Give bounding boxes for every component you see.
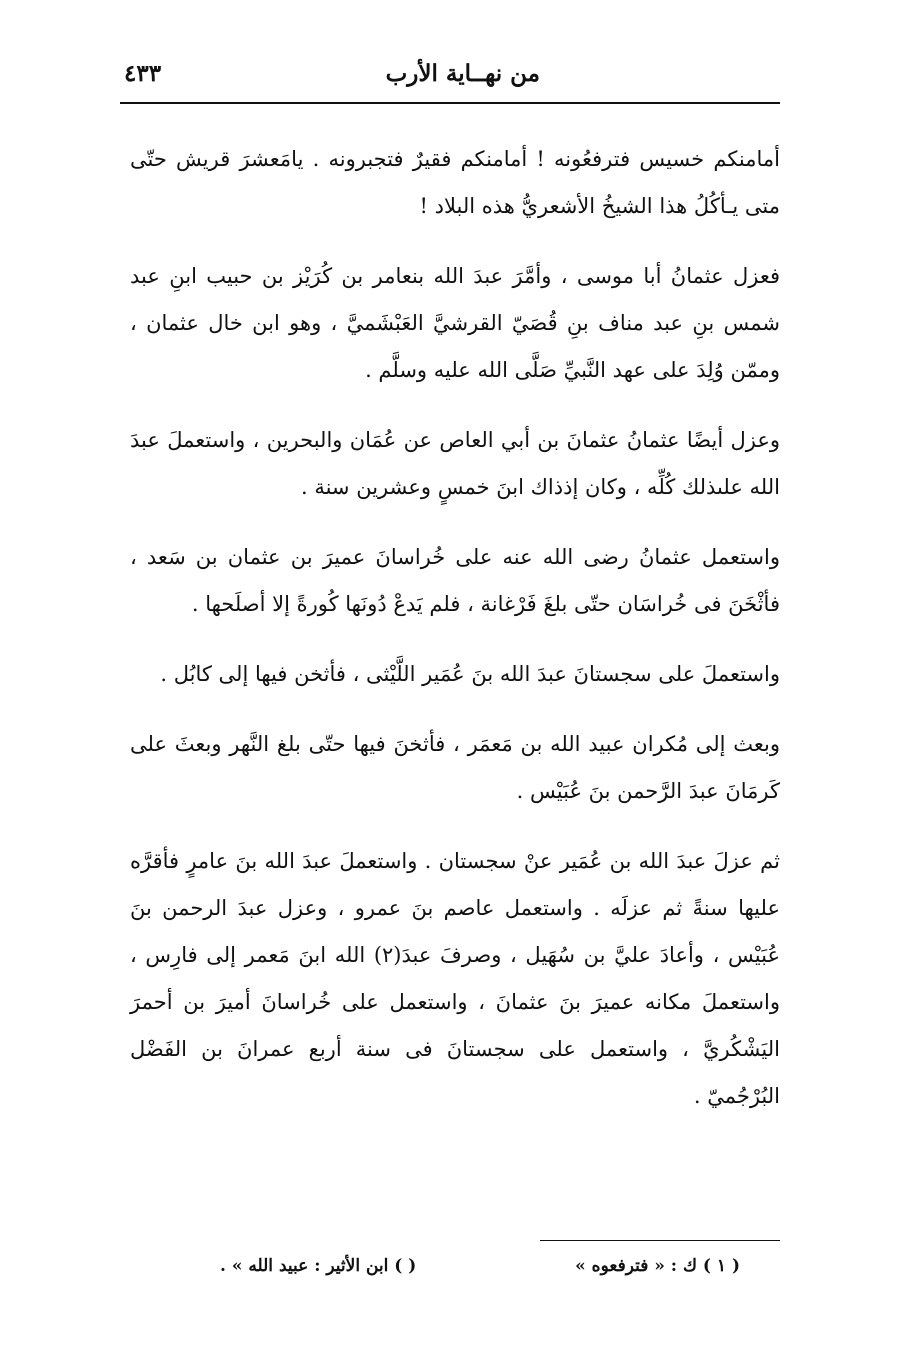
paragraph-7: ثم عزلَ عبدَ الله بن عُمَير عنْ سجستان . واستعملَ عبدَ الله بنَ عامرٍ فأقرَّه عليها سنةً ثم عزلَه . واستعمل عاصم بنَ عمرو ، وعزل عبدَ الرحمن بنَ عُبَيْس ، وأعادَ عليَّ بن سُهَيل ، وصرفَ عبدَ(٢) الله ابنَ مَعمر إلى فارِس ، واستعملَ مكانه عميرَ بنَ عثمانَ ، واستعمل على خُراسانَ أميرَ بن أحمرَ اليَشْكُريَّ ، واستعمل على سجستانَ فى سنة أربع عمرانَ بن الفَضْل البُرْجُميّ . — [130, 849, 780, 1108]
footnote-2: ( ) ابن الأثير : عبيد الله » . — [220, 1256, 417, 1276]
paragraph-5: واستعملَ على سجستانَ عبدَ الله بنَ عُمَير اللَّيْثى ، فأثخن فيها إلى كابُل . — [160, 662, 780, 686]
footnotes — [220, 1256, 740, 1286]
paragraph-6: وبعث إلى مُكران عبيد الله بن مَعمَر ، فأثخنَ فيها حتّى بلغ النَّهر وبعثَ على كَرمَانَ عبدَ الرَّحمن بنَ عُبَيْس . — [130, 732, 780, 803]
running-header — [120, 58, 780, 92]
footnote-1: ( ١ ) ك : « فترفعوه » — [575, 1256, 740, 1276]
paragraph-4: واستعمل عثمانُ رضى الله عنه على خُراسانَ عميرَ بن عثمان بن سَعد ، فأثْخَنَ فى خُراسَان حتّى بلغَ فَرْغانة ، فلم يَدعْ دُونَها كُورةً إلا أصلَحها . — [130, 545, 780, 616]
page-number: ٤٣٣ — [124, 60, 162, 87]
running-title: من نهــاية الأرب — [385, 60, 540, 87]
paragraph-3: وعزل أيضًا عثمانُ عثمانَ بن أبي العاص عن عُمَان والبحرين ، واستعملَ عبدَ الله علىذلك كُلِّه ، وكان إذذاك ابنَ خمسٍ وعشرين سنة . — [130, 428, 780, 499]
paragraph-1: أمامنكم خسيس فترفعُونه ! أمامنكم فقيرٌ فتجبرونه . يامَعشرَ قريش حتّى متى يـأكُلُ هذا الشيخُ الأشعريُّ هذه البلاد ! — [130, 147, 780, 218]
paragraph-2: فعزل عثمانُ أبا موسى ، وأمَّرَ عبدَ الله بنعامر بن كُرَيْز بن حبيب ابنِ عبد شمس بنِ عبد مناف بنِ قُصَيّ القرشيَّ العَبْشَميَّ ، وهو ابن خال عثمان ، وممّن وُلِدَ على عهد النَّبيِّ صَلَّى الله عليه وسلَّم . — [130, 264, 780, 382]
footnote-divider — [540, 1240, 780, 1241]
main-text — [130, 136, 780, 1143]
header-divider — [120, 102, 780, 104]
